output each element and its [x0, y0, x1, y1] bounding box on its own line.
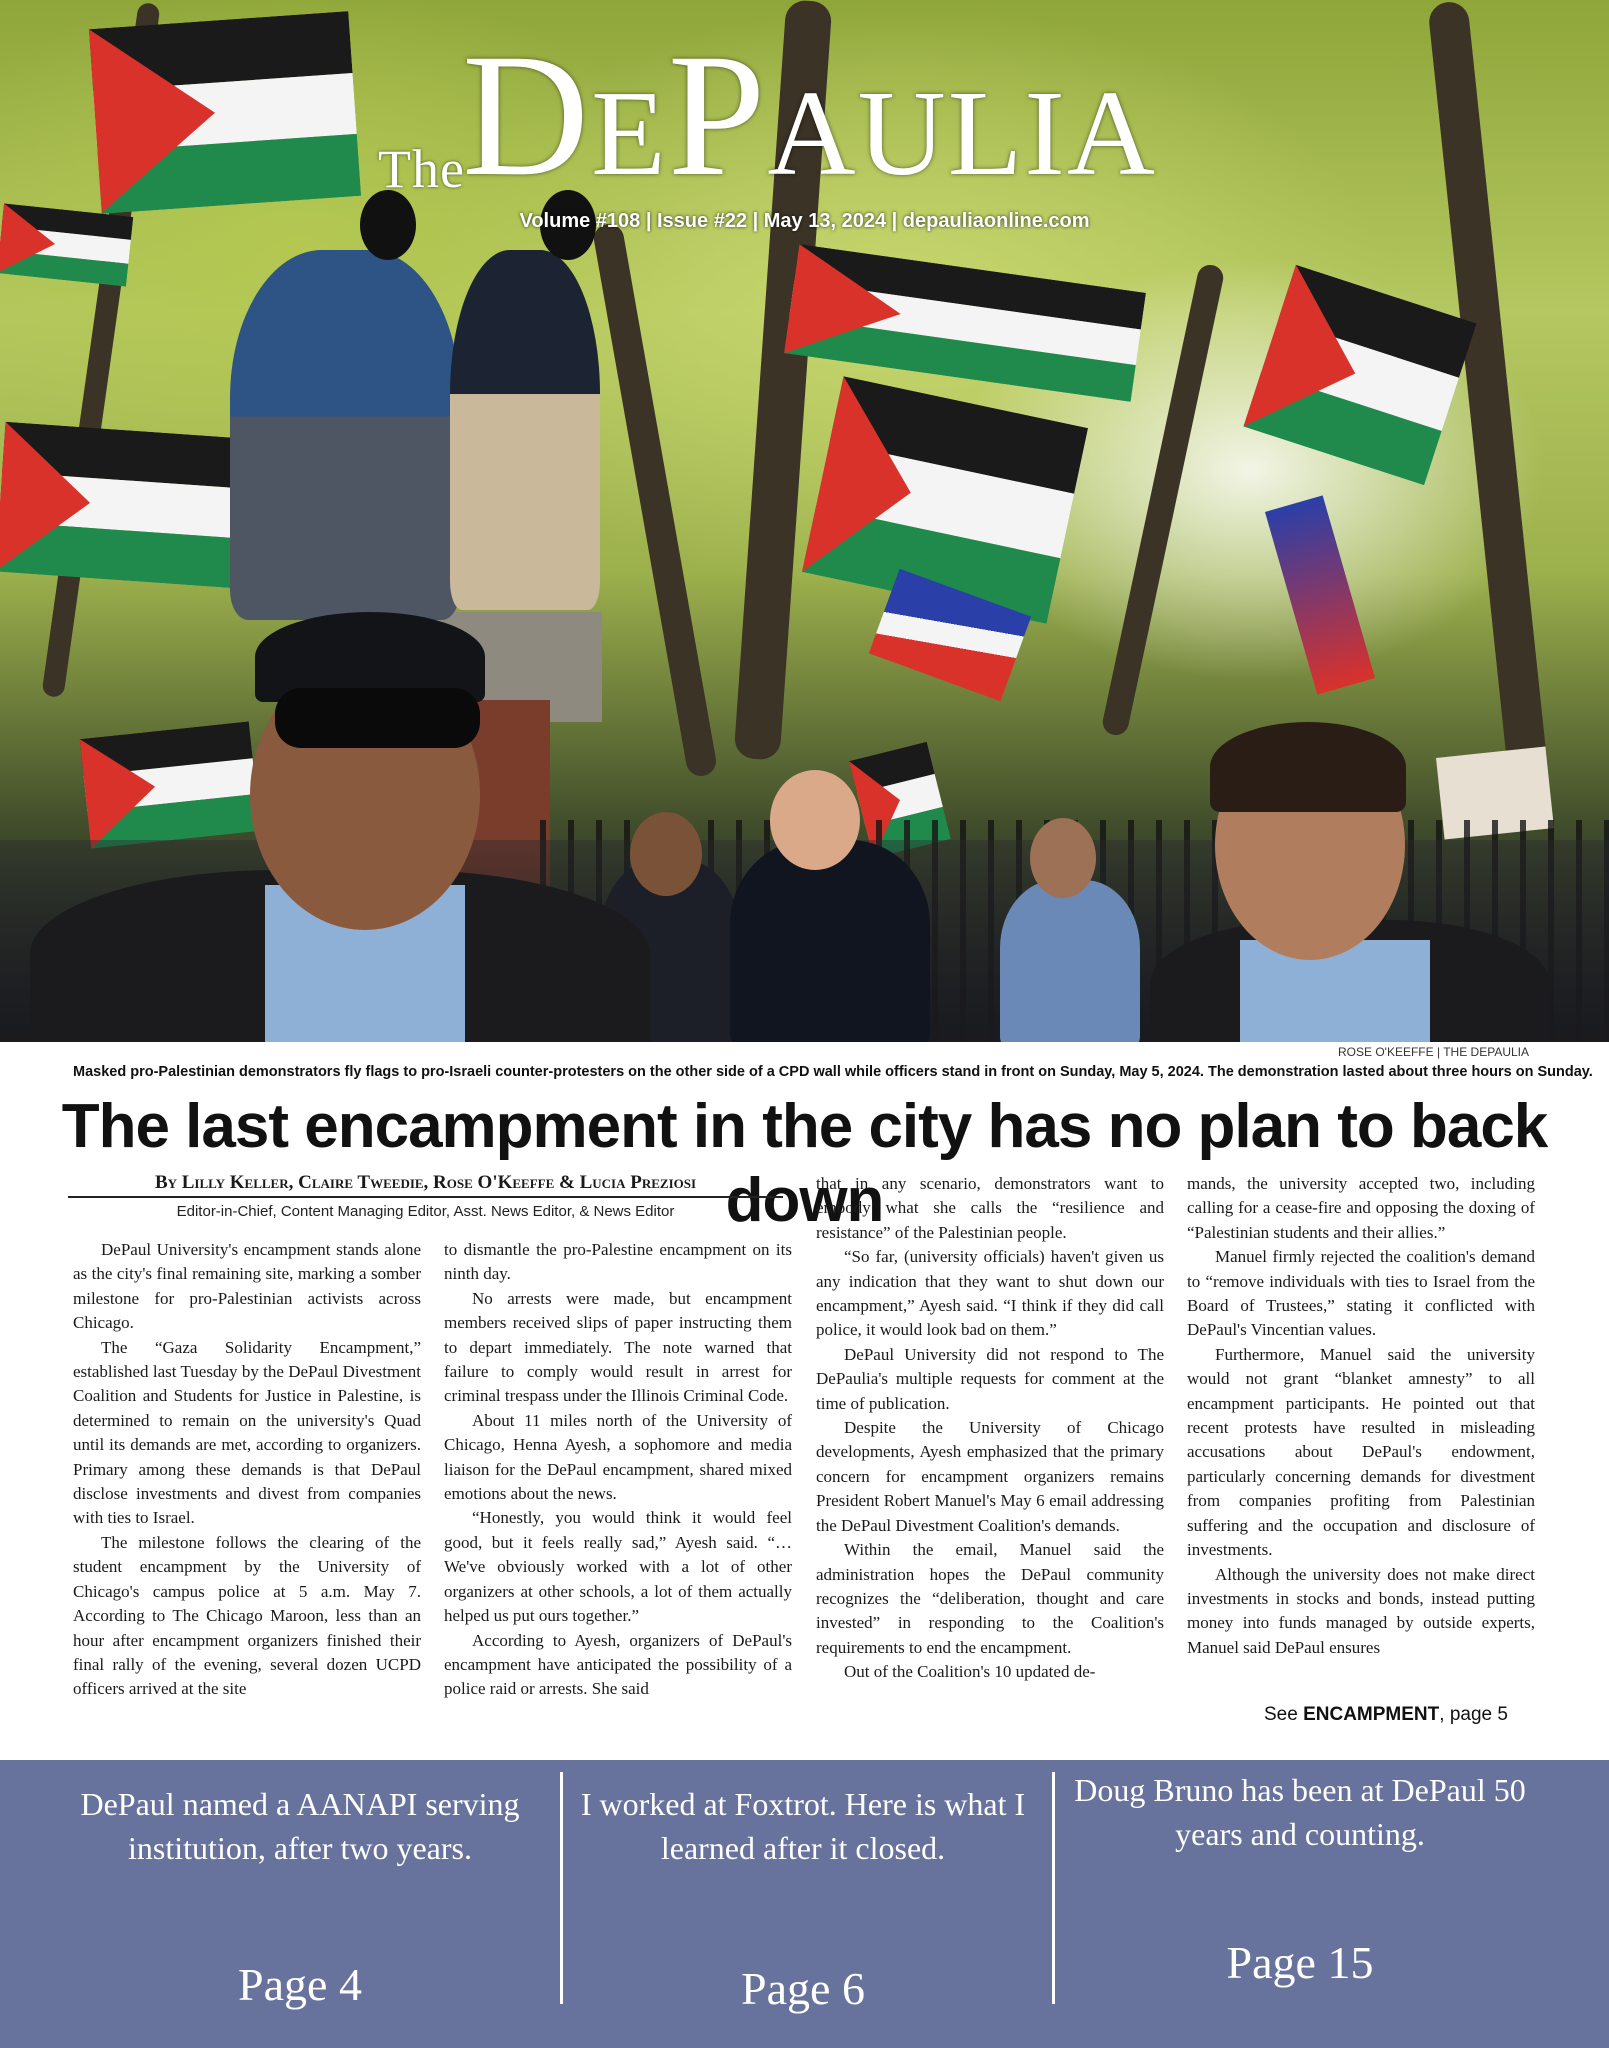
promo-doug-bruno[interactable] [1070, 1760, 1530, 2048]
police-officer [730, 840, 930, 1042]
officer-hair [1210, 722, 1406, 812]
article-headline: The last encampment in the city has no plan to back down [61, 1092, 1548, 1235]
paragraph: Manuel firmly rejected the coalition's demand to “remove individuals with ties to Israel from the Board of Trustees,” stating it conflicted with DePaul's Vincentian values. [1187, 1247, 1535, 1340]
palestinian-flag [1243, 265, 1476, 485]
promo-text: I worked at Foxtrot. Here is what I learned after it closed. [580, 1786, 1026, 1866]
paragraph: DePaul University did not respond to The DePaulia's multiple requests for comment at the time of publication. [816, 1344, 1164, 1413]
palestinian-flag [89, 11, 361, 214]
paragraph: The milestone follows the clearing of the student encampment by the University of Chicago's campus police at 5 a.m. May 7. According to The Chicago Maroon, less than an hour after encampment organizers finished their final rally of the evening, several dozen UCPD officers arrived at the site [73, 1532, 421, 1699]
palestinian-flag [0, 422, 245, 588]
masthead-logo: DEPAULIA [462, 18, 1157, 213]
masthead-the: The [378, 139, 465, 199]
continued-jump[interactable]: See ENCAMPMENT, page 5 [1264, 1704, 1508, 1725]
palestinian-flag [80, 721, 261, 848]
promo-page: Page 6 [741, 1963, 865, 2014]
promo-text: Doug Bruno has been at DePaul 50 years and counting. [1074, 1772, 1526, 1852]
byline: By Lilly Keller, Claire Tweedie, Rose O'Keeffe & Lucia Preziosi [68, 1172, 783, 1198]
promo-page: Page 4 [238, 1959, 362, 2010]
promo-divider [560, 1772, 563, 2004]
demonstrator [450, 250, 600, 610]
photo-credit: ROSE O'KEEFFE | THE DEPAULIA [1337, 1045, 1529, 1059]
officer-head [630, 812, 702, 896]
promo-text: DePaul named a AANAPI serving institution, after two years. [80, 1786, 520, 1866]
issue-line: Volume #108 | Issue #22 | May 13, 2024 | depauliaonline.com [519, 210, 1090, 232]
promo-band [0, 1760, 1609, 2048]
paragraph: Although the university does not make direct investments in stocks and bonds, instead putting money into funds managed by outside experts, Manuel said DePaul ensures [1187, 1564, 1535, 1657]
paragraph: Furthermore, Manuel said the university would not grant “blanket amnesty” to all encampment participants. He pointed out that recent protests have resulted in misleading accusations about DePaul's endowment, particularly concerning demands for divestment from companies profiting from Palestinian suffering and the occupation and disclosure of investments. [1187, 1344, 1535, 1560]
palestinian-flag [784, 244, 1146, 402]
sunglasses [275, 688, 480, 748]
promo-aanapi[interactable] [60, 1760, 540, 2048]
editor-titles: Editor-in-Chief, Content Managing Editor, Asst. News Editor, & News Editor [176, 1203, 675, 1220]
paragraph: DePaul University's encampment stands alone as the city's final remaining site, marking a somber milestone for pro-Palestinian activists across Chicago. [73, 1240, 421, 1333]
officer-head [1030, 818, 1096, 898]
flag-blue-red [1265, 495, 1375, 694]
paragraph: to dismantle the pro-Palestine encampment on its ninth day. [444, 1240, 792, 1284]
demonstrator [230, 250, 460, 620]
paragraph: No arrests were made, but encampment members received slips of paper instructing them to depart immediately. The note warned that failure to comply would result in arrest for criminal trespass under the Illinois Criminal Code. [444, 1288, 792, 1406]
paragraph: mands, the university accepted two, including calling for a cease-fire and opposing the doxing of “Palestinian students and their allies.” [1187, 1174, 1535, 1242]
photo-caption: Masked pro-Palestinian demonstrators fly flags to pro-Israeli counter-protesters on the other side of a CPD wall while officers stand in front on Sunday, May 5, 2024. The demonstration lasted about three hours on Sunday. [73, 1064, 1593, 1080]
article-column-2 [444, 1238, 792, 1702]
paragraph: The “Gaza Solidarity Encampment,” established last Tuesday by the DePaul Divestment Coalition and Students for Justice in Palestine, is determined to remain on the university's Quad until its demands are met, according to organizers. Primary among these demands is that DePaul disclose investments and divest from companies with ties to Israel. [73, 1337, 421, 1528]
article-column-1 [73, 1238, 421, 1702]
paragraph: that in any scenario, demonstrators want to embody what she calls the “resilience and resistance” of the Palestinian people. [816, 1174, 1164, 1242]
paragraph: Out of the Coalition's 10 updated de- [844, 1662, 1096, 1682]
article-column-3 [816, 1172, 1164, 1685]
promo-page: Page 15 [1226, 1937, 1374, 1988]
paragraph: About 11 miles north of the University of Chicago, Henna Ayesh, a sophomore and media liaison for the DePaul encampment, shared mixed emotions about the news. [444, 1410, 792, 1504]
officer-head [770, 770, 860, 870]
police-officer [1000, 880, 1140, 1042]
tree-trunk [592, 222, 719, 779]
promo-foxtrot[interactable] [578, 1760, 1028, 2048]
article-column-4 [1187, 1172, 1535, 1660]
paragraph: Despite the University of Chicago developments, Ayesh emphasized that the primary concern for encampment organizers remains President Robert Manuel's May 6 email addressing the DePaul Divestment Coalition's demands. [816, 1418, 1164, 1535]
paragraph: “So far, (university officials) haven't given us any indication that they want to shut down our encampment,” Ayesh said. “I think if they did call police, it would look bad on them.” [816, 1247, 1164, 1340]
paragraph: Within the email, Manuel said the administration hopes the DePaul community recognizes the “deliberation, thought and care invested” in responding to the Coalition's requirements to end the encampment. [816, 1540, 1164, 1657]
paragraph: “Honestly, you would think it would feel good, but it feels really sad,” Ayesh said. “… We've obviously worked with a lot of other organizers at other schools, a lot of them actually helped us put ours together.” [444, 1508, 792, 1626]
paragraph: According to Ayesh, organizers of DePaul's encampment have anticipated the possibility of a police raid or arrests. She said [444, 1630, 792, 1699]
promo-divider [1052, 1772, 1055, 2004]
